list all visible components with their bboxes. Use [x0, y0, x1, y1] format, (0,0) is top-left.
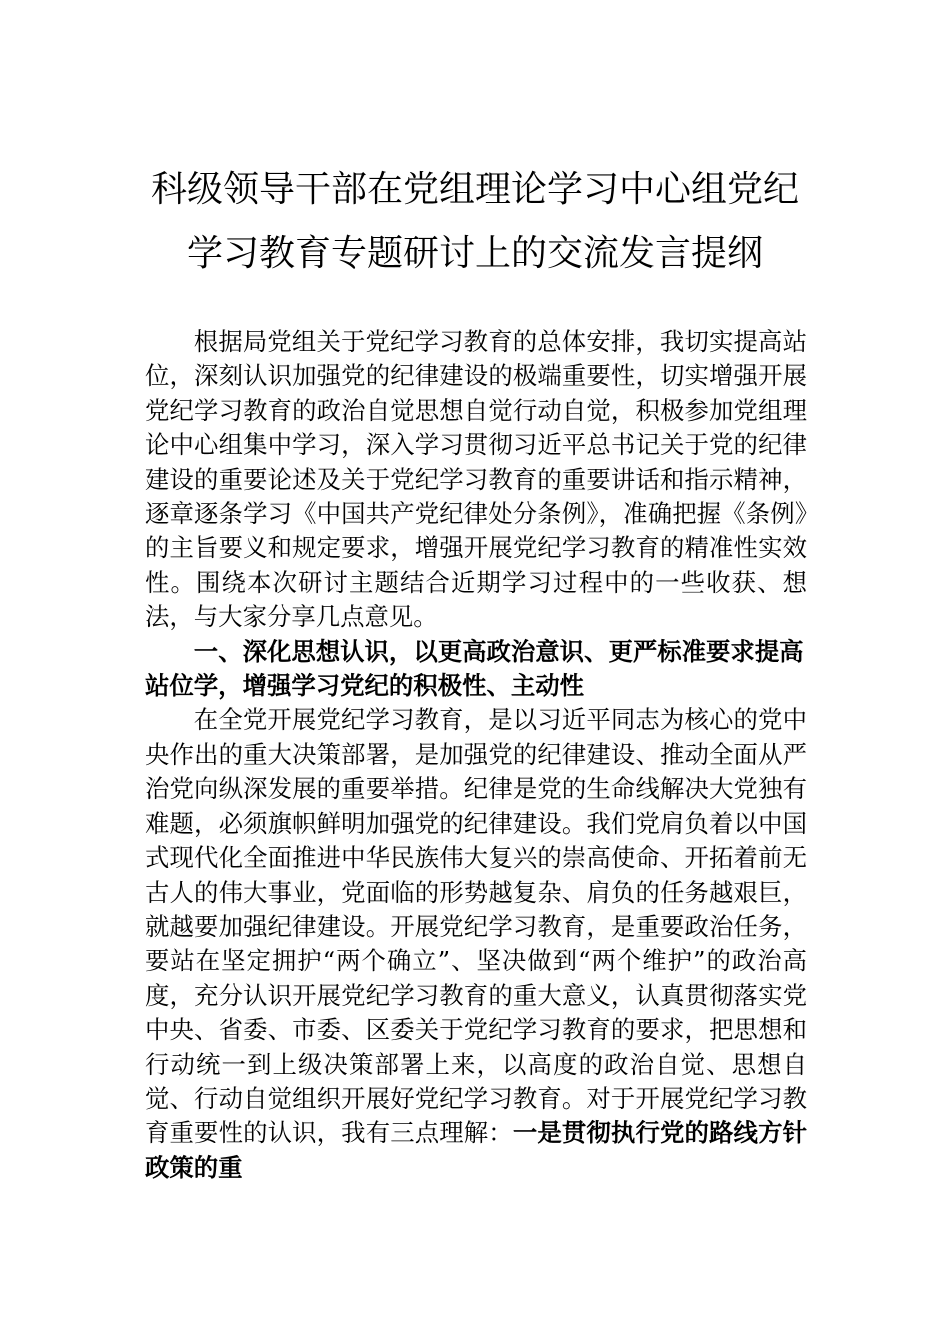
- section-heading-1: 一、深化思想认识，以更高政治意识、更严标准要求提高站位学，增强学习党纪的积极性、主动性: [145, 636, 804, 701]
- title-line-1: 科级领导干部在党组理论学习中心组党纪: [150, 169, 799, 210]
- paragraph-section-1: [145, 703, 807, 1185]
- title-line-2: 学习教育专题研讨上的交流发言提纲: [186, 233, 763, 274]
- document-title: [120, 158, 830, 286]
- paragraph-section-1-text: 在全党开展党纪学习教育，是以习近平同志为核心的党中央作出的重大决策部署，是加强党的纪律建设、推动全面从严治党向纵深发展的重要举措。纪律是党的生命线解决大党独有难题，必须旗帜鲜明加强党的纪律建设。我们党肩负着以中国式现代化全面推进中华民族伟大复兴的崇高使命、开拓着前无古人的伟大事业，党面临的形势越复杂、肩负的任务越艰巨，就越要加强纪律建设。开展党纪学习教育，是重要政治任务，要站在坚定拥护“两个确立”、坚决做到“两个维护”的政治高度，充分认识开展党纪学习教育的重大意义，认真贯彻落实党中央、省委、市委、区委关于党纪学习教育的要求，把思想和行动统一到上级决策部署上来，以高度的政治自觉、思想自觉、行动自觉组织开展好党纪学习教育。对于开展党纪学习教育重要性的认识，我有三点理解：: [145, 705, 807, 1148]
- paragraph-section-1-bold: 一是贯彻执行党的路线方针政策的重: [145, 1118, 807, 1182]
- paragraph-intro: 根据局党组关于党纪学习教育的总体安排，我切实提高站位，深刻认识加强党的纪律建设的极端重要性，切实增强开展党纪学习教育的政治自觉思想自觉行动自觉，积极参加党组理论中心组集中学习，深入学习贯彻习近平总书记关于党的纪律建设的重要论述及关于党纪学习教育的重要讲话和指示精神，逐章逐条学习《中国共产党纪律处分条例》，准确把握《条例》的主旨要义和规定要求，增强开展党纪学习教育的精准性实效性。围绕本次研讨主题结合近期学习过程中的一些收获、想法，与大家分享几点意见。: [145, 327, 807, 632]
- document-body: [145, 325, 807, 1185]
